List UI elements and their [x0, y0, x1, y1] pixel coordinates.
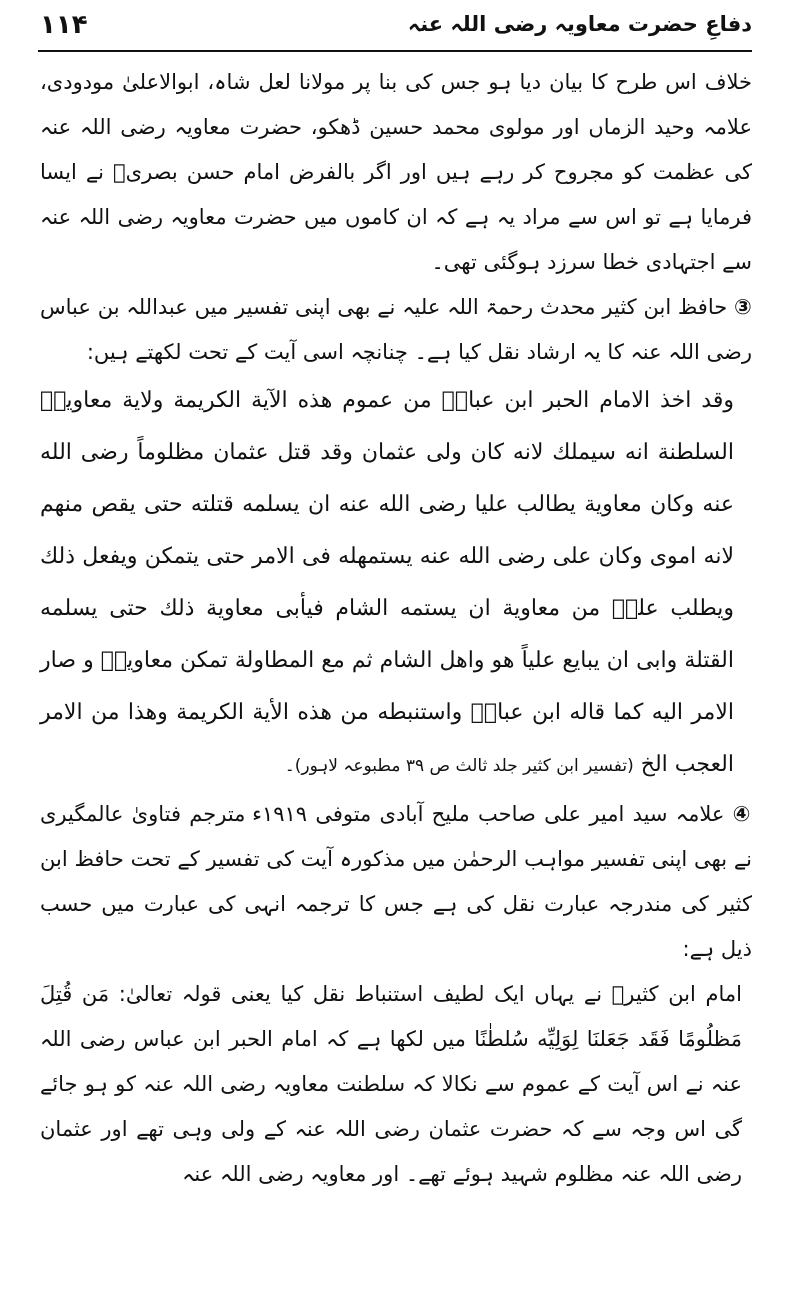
paragraph-2-text: حافظ ابن کثیر محدث رحمۃ اللہ علیہ نے بھی اپنی تفسیر میں عبداللہ بن عباس رضی اللہ عنہ کا یہ ارشاد نقل کیا ہے۔ چنانچہ اسی آیت کے تحت لکھتے ہیں: — [40, 295, 752, 364]
page-body — [40, 60, 752, 1197]
arabic-quotation — [40, 375, 752, 792]
paragraph-1: خلاف اس طرح کا بیان دیا ہو جس کی بنا پر مولانا لعل شاہ، ابوالاعلیٰ مودودی، علامہ وحید الزماں اور مولوی محمد حسین ڈھکو، حضرت معاویہ رضی اللہ عنہ کی عظمت کو مجروح کر رہے ہیں اور اگر بالفرض امام حسن بصریؒ نے ایسا فرمایا ہے تو اس سے مراد یہ ہے کہ ان کاموں میں حضرت معاویہ رضی اللہ عنہ سے اجتہادی خطا سرزد ہوگئی تھی۔ — [40, 70, 752, 274]
item-number-4: ④ — [732, 802, 752, 826]
running-title: دفاعِ حضرت معاویہ رضی اللہ عنہ — [407, 12, 752, 36]
paragraph-3 — [40, 792, 752, 972]
arabic-quote-text: وقد اخذ الامام الحبر ابن عباسؓ من عموم هذه الآية الكريمة ولاية معاويةؓ السلطنة انه سيملك لانه كان ولى عثمان وقد قتل عثمان مظلوماً رضى الله عنه وكان معاوية يطالب عليا رضى الله عنه ان يسلمه قتلته حتى يقص منهم لانه اموى وكان على رضى الله عنه يستمهله فى الامر حتى يتمكن ويفعل ذلك ويطلب علىؓ من معاوية ان يستمه الشام فيأبى معاوية ذلك حتى يسلمه القتلة وابى ان يبايع علياً هو واهل الشام ثم مع المطاولة تمكن معاويةؓ و صار الامر اليه كما قاله ابن عباسؓ واستنبطه من هذه الأية الكريمة وهذا من الامر العجب الخ — [40, 388, 734, 777]
citation: (تفسیر ابن کثیر جلد ثالث ص ۳۹ مطبوعہ لاہور)۔ — [284, 756, 634, 776]
paragraph-3-text: علامہ سید امیر علی صاحب ملیح آبادی متوفی ۱۹۱۹ء مترجم فتاویٰ عالمگیری نے بھی اپنی تفسیر مواہب الرحمٰن میں مذکورہ آیت کی تفسیر کے تحت حافظ ابن کثیر کی مندرجہ عبارت نقل کی ہے جس کا ترجمہ انہی کی عبارت میں حسب ذیل ہے: — [40, 802, 752, 961]
paragraph-4: امام ابن کثیرؒ نے یہاں ایک لطیف استنباط نقل کیا یعنی قولہ تعالیٰ: مَن قُتِلَ مَظلُومًا فَقَد جَعَلنَا لِوَلِيِّه سُلطٰنًا میں لکھا ہے کہ امام الحبر ابن عباس رضی اللہ عنہ نے اس آیت کے عموم سے نکالا کہ سلطنت معاویہ رضی اللہ عنہ کو ہو جائے گی اس وجہ سے کہ حضرت عثمان رضی اللہ عنہ کے ولی وہی تھے اور عثمان رضی اللہ عنہ مظلوم شہید ہوئے تھے۔ اور معاویہ رضی اللہ عنہ — [40, 982, 742, 1186]
page-number: ۱۱۴ — [40, 10, 88, 40]
page-header — [38, 6, 752, 52]
paragraph-2 — [40, 285, 752, 375]
item-number-3: ③ — [734, 295, 752, 319]
